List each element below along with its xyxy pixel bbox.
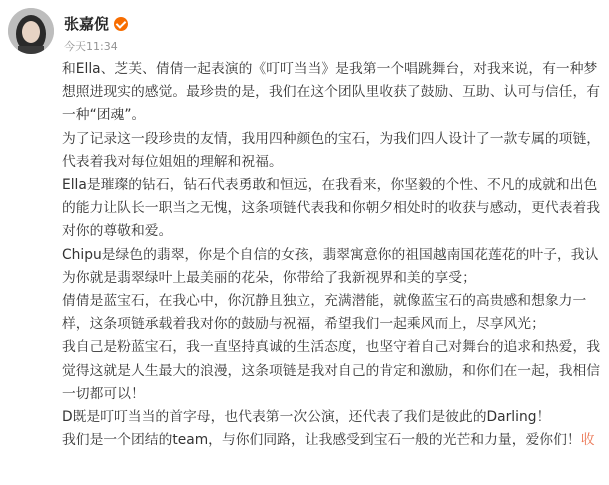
paragraph: 和Ella、芝芙、倩倩一起表演的《叮叮当当》是我第一个唱跳舞台，对我来说，有一种梦想照进现实的感觉。最珍贵的是，我们在这个团队里收获了鼓励、互助、认可与信任，有一种“团魂”。 — [62, 61, 601, 124]
paragraph: 为了记录这一段珍贵的友情，我用四种颜色的宝石，为我们四人设计了一款专属的项链，代表着我对每位姐姐的理解和祝福。 — [62, 130, 601, 170]
paragraph-text: 我们是一个团结的team，与你们同路，让我感受到宝石一般的光芒和力量，爱你们！ — [62, 432, 581, 449]
paragraph: 我自己是粉蓝宝石，我一直坚持真诚的生活态度，也坚守着自己对舞台的追求和热爱，我觉得这就是人生最大的浪漫，这条项链是我对自己的肯定和激励，和你们在一起，我相信一切都可以！ — [62, 339, 601, 402]
avatar[interactable] — [8, 8, 54, 54]
paragraph-last — [62, 429, 604, 452]
collapse-link[interactable]: 收 — [580, 432, 595, 449]
author-name-row — [64, 13, 128, 34]
author-name[interactable]: 张嘉倪 — [64, 15, 110, 33]
paragraph: Chipu是绿色的翡翠，你是个自信的女孩，翡翠寓意你的祖国越南国花莲花的叶子，我认为你就是翡翠绿叶上最美丽的花朵，你带给了我新视界和美的享受； — [62, 246, 599, 286]
post-time[interactable]: 今天11:34 — [64, 40, 118, 53]
paragraph: 倩倩是蓝宝石，在我心中，你沉静且独立，充满潜能，就像蓝宝石的高贵感和想象力一样，这条项链承载着我对你的鼓励与祝福，希望我们一起乘风而上，尽享风光； — [62, 293, 587, 333]
post-content — [62, 58, 604, 452]
verified-badge-icon — [114, 17, 128, 31]
paragraph: Ella是璀璨的钻石，钻石代表勇敢和恒远，在我看来，你坚毅的个性、不凡的成就和出色的能力让队长一职当之无愧，这条项链代表我和你朝夕相处时的收获与感动，更代表着我对你的尊敬和爱。 — [62, 177, 601, 240]
paragraph: D既是叮叮当当的首字母，也代表第一次公演，还代表了我们是彼此的Darling！ — [62, 409, 551, 426]
